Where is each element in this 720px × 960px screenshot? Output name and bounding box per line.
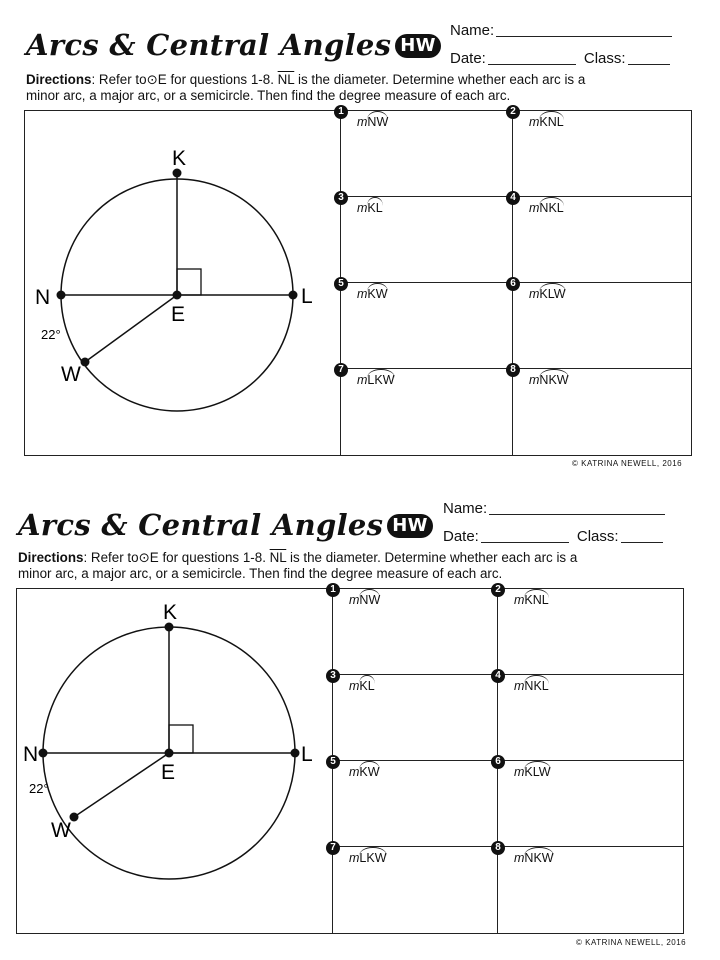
question-number: 4 [491, 669, 505, 683]
arc-label: mKNL [514, 593, 549, 607]
angle-label: 22° [41, 327, 61, 342]
question-number: 7 [326, 841, 340, 855]
arc-label: mKLW [529, 287, 566, 301]
answer-cell-3[interactable] [330, 670, 498, 761]
point-label-w: W [61, 363, 81, 386]
answer-cell-8[interactable] [510, 364, 692, 455]
problem-box [24, 106, 692, 456]
arc-label: mNKW [529, 373, 569, 387]
title-text: Arcs & Central Angles [26, 28, 392, 62]
answer-cell-6[interactable] [495, 756, 684, 847]
date-label: Date: [443, 528, 479, 545]
answer-cell-2[interactable] [510, 106, 692, 197]
arc-label: mKW [357, 287, 388, 301]
worksheet-bottom [0, 480, 720, 958]
copyright: © KATRINA NEWELL, 2016 [576, 938, 687, 947]
directions: Directions: Refer to⊙E for questions 1-8. $\overline{NL}$ is the diameter. Determine whether each arc is a minor arc, a major arc, or a semicircle. Then find the degree measure of each arc. [18, 550, 578, 581]
arc-label: mLKW [357, 373, 395, 387]
point-label-l: L [301, 285, 313, 308]
answer-cell-8[interactable] [495, 842, 684, 933]
answer-cell-3[interactable] [338, 192, 513, 283]
point-label-n: N [35, 286, 51, 309]
hw-badge: HW [395, 34, 441, 58]
arc-label: mLKW [349, 851, 387, 865]
arc-label: mKW [349, 765, 380, 779]
arc-label: mNW [349, 593, 381, 607]
answer-cell-2[interactable] [495, 584, 684, 675]
answer-cell-1[interactable] [338, 106, 513, 197]
title-text: Arcs & Central Angles [18, 508, 384, 542]
directions: Directions: Refer to⊙E for questions 1-8. $\overline{NL}$ is the diameter. Determine whether each arc is a minor arc, a major arc, or a semicircle. Then find the degree measure of each arc. [26, 72, 586, 103]
date-label: Date: [450, 50, 486, 67]
question-number: 8 [506, 363, 520, 377]
question-number: 2 [491, 583, 505, 597]
point-label-n: N [23, 743, 39, 766]
question-number: 8 [491, 841, 505, 855]
name-field[interactable] [450, 22, 672, 39]
point-label-w: W [51, 819, 71, 842]
question-number: 7 [334, 363, 348, 377]
answer-cell-7[interactable] [330, 842, 498, 933]
question-number: 5 [326, 755, 340, 769]
hw-badge: HW [387, 514, 433, 538]
arc-label: mKL [349, 679, 375, 693]
circle-diagram [17, 589, 329, 933]
question-number: 6 [491, 755, 505, 769]
problem-box [16, 584, 684, 934]
class-label: Class: [576, 528, 619, 545]
worksheet-title [18, 508, 433, 542]
name-field[interactable] [443, 500, 665, 517]
point-label-k: K [163, 601, 178, 624]
question-number: 3 [326, 669, 340, 683]
question-number: 2 [506, 105, 520, 119]
arc-label: mNKL [514, 679, 549, 693]
answer-cell-5[interactable] [330, 756, 498, 847]
arc-label: mNKL [529, 201, 564, 215]
arc-label: mKNL [529, 115, 564, 129]
date-class-field[interactable] [450, 50, 670, 67]
point-label-l: L [301, 743, 313, 766]
question-number: 3 [334, 191, 348, 205]
circle-diagram [25, 111, 337, 455]
worksheet-top [0, 0, 720, 478]
answer-cell-5[interactable] [338, 278, 513, 369]
arc-label: mNW [357, 115, 389, 129]
arc-label: mKLW [514, 765, 551, 779]
answer-cell-4[interactable] [495, 670, 684, 761]
arc-label: mKL [357, 201, 383, 215]
name-label: Name: [443, 500, 488, 517]
name-label: Name: [450, 22, 495, 39]
question-number: 4 [506, 191, 520, 205]
question-number: 1 [326, 583, 340, 597]
answer-cell-1[interactable] [330, 584, 498, 675]
question-number: 1 [334, 105, 348, 119]
question-number: 6 [506, 277, 520, 291]
point-label-k: K [172, 147, 187, 170]
answer-cell-7[interactable] [338, 364, 513, 455]
answer-cell-4[interactable] [510, 192, 692, 283]
answer-cell-6[interactable] [510, 278, 692, 369]
point-label-e: E [171, 303, 186, 326]
class-label: Class: [583, 50, 626, 67]
worksheet-title [26, 28, 441, 62]
question-number: 5 [334, 277, 348, 291]
copyright: © KATRINA NEWELL, 2016 [572, 459, 683, 468]
arc-label: mNKW [514, 851, 554, 865]
point-label-e: E [161, 761, 176, 784]
date-class-field[interactable] [443, 528, 663, 545]
angle-label: 22° [29, 781, 49, 796]
